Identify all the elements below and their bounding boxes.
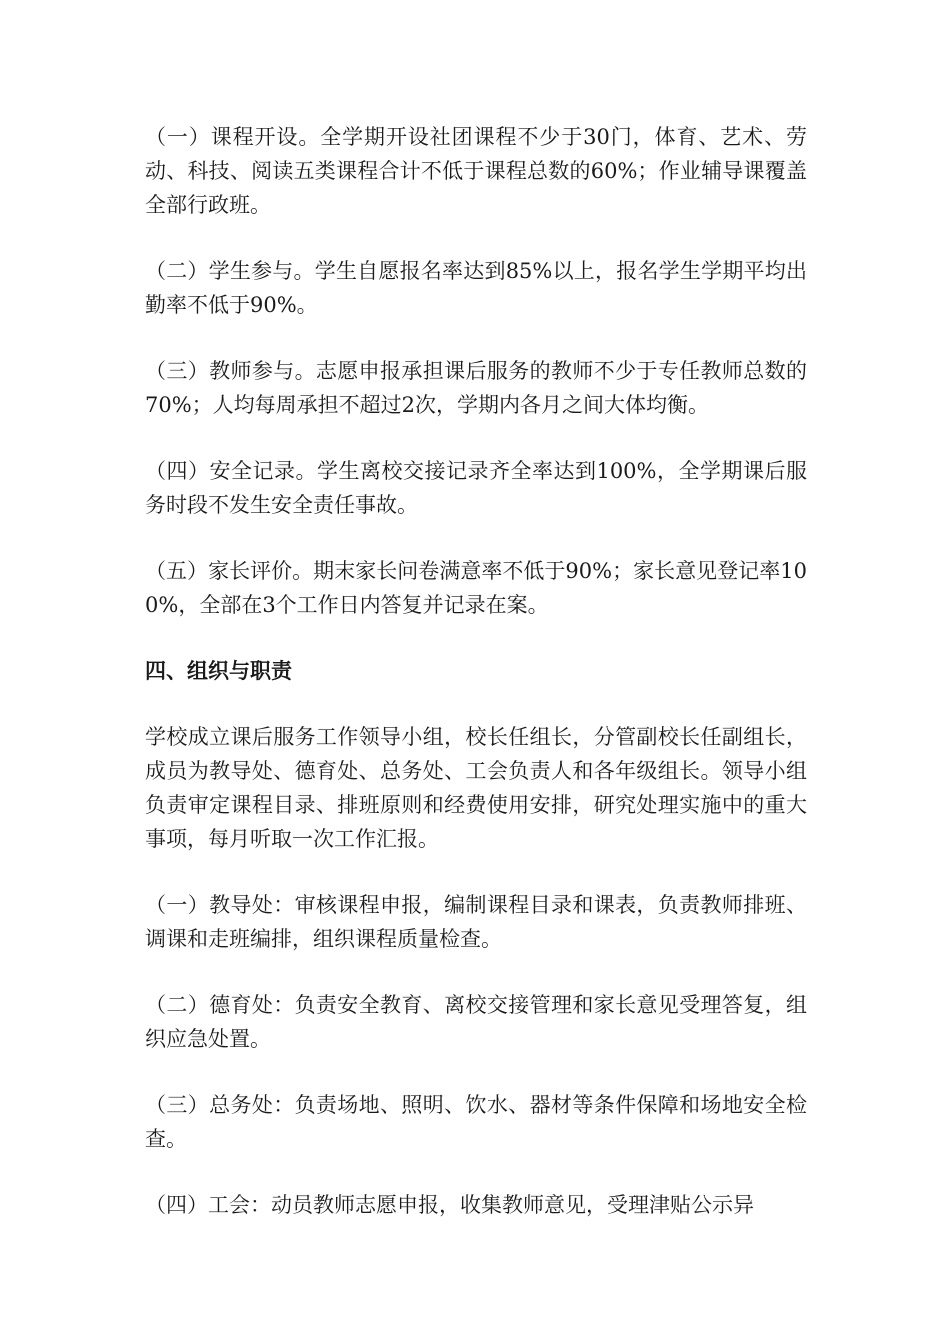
paragraph-teacher-participation: （三）教师参与。志愿申报承担课后服务的教师不少于专任教师总数的70%；人均每周承担不超过2次，学期内各月之间大体均衡。 [145, 359, 807, 417]
paragraph-student-participation: （二）学生参与。学生自愿报名率达到85%以上，报名学生学期平均出勤率不低于90%。 [145, 259, 807, 317]
paragraph-moral-education: （二）德育处：负责安全教育、离校交接管理和家长意见受理答复，组织应急处置。 [145, 993, 807, 1051]
paragraph-safety-record: （四）安全记录。学生离校交接记录齐全率达到100%，全学期课后服务时段不发生安全责任事故。 [145, 459, 807, 517]
document-body [145, 120, 807, 1222]
paragraph-course-offering: （一）课程开设。全学期开设社团课程不少于30门，体育、艺术、劳动、科技、阅读五类课程合计不低于课程总数的60%；作业辅导课覆盖全部行政班。 [145, 125, 807, 217]
paragraph-general-affairs: （三）总务处：负责场地、照明、饮水、器材等条件保障和场地安全检查。 [145, 1093, 807, 1151]
section-heading-organization: 四、组织与职责 [145, 659, 292, 683]
paragraph-academic-affairs: （一）教导处：审核课程申报，编制课程目录和课表，负责教师排班、调课和走班编排，组织课程质量检查。 [145, 893, 807, 951]
paragraph-parent-evaluation: （五）家长评价。期末家长问卷满意率不低于90%；家长意见登记率100%，全部在3个工作日内答复并记录在案。 [145, 559, 807, 617]
paragraph-leadership-group: 学校成立课后服务工作领导小组，校长任组长，分管副校长任副组长，成员为教导处、德育处、总务处、工会负责人和各年级组长。领导小组负责审定课程目录、排班原则和经费使用安排，研究处理实施中的重大事项，每月听取一次工作汇报。 [145, 725, 807, 851]
paragraph-labor-union: （四）工会：动员教师志愿申报，收集教师意见，受理津贴公示异 [145, 1193, 754, 1217]
